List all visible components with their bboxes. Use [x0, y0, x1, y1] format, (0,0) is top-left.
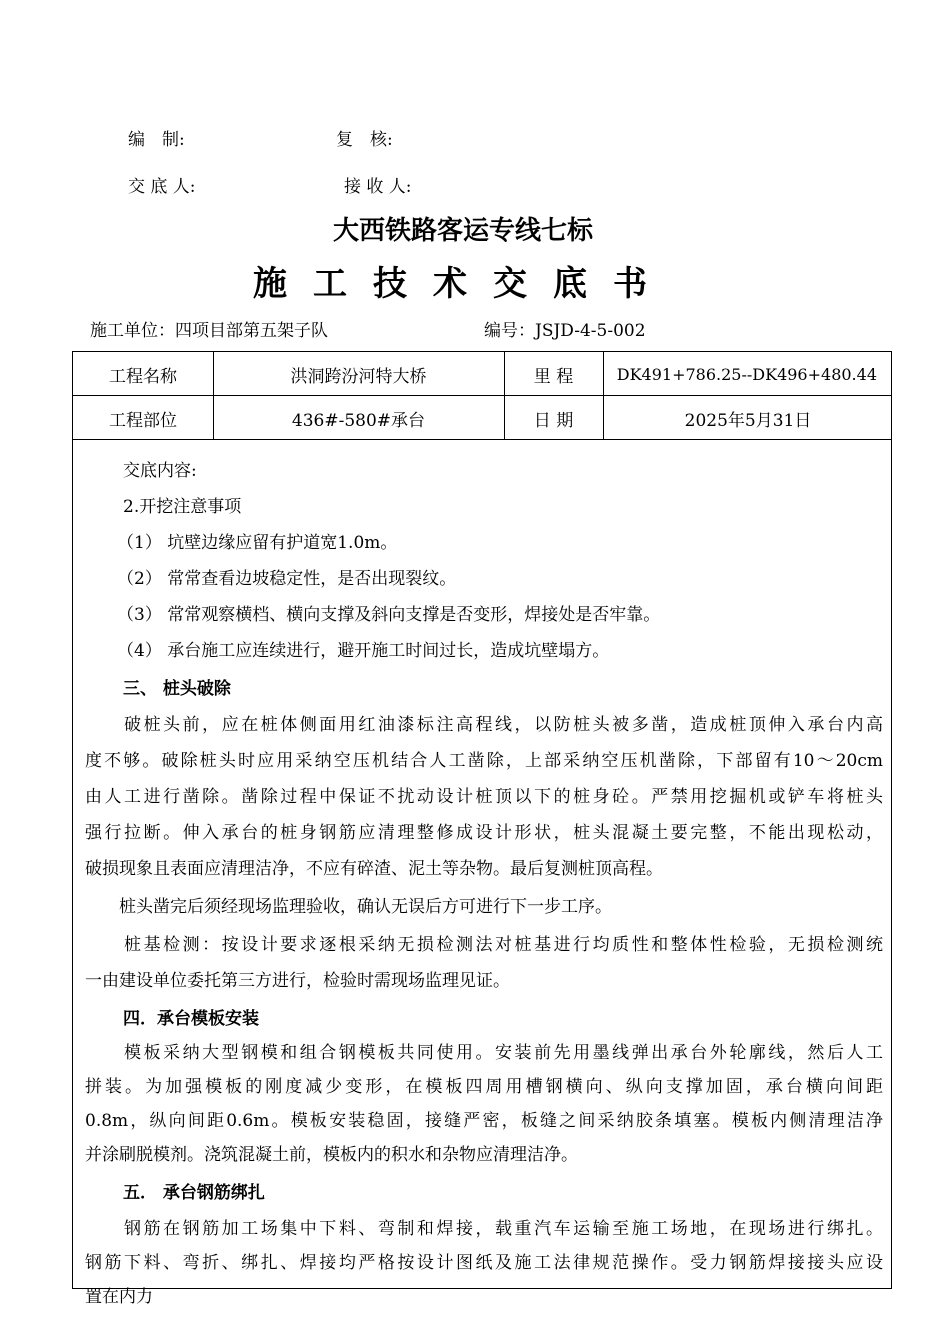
location-label: 工程部位 [109, 410, 177, 431]
document-code: 编号：JSJD-4-5-002 [484, 321, 646, 341]
section-2-title: 2.开挖注意事项 [123, 497, 242, 517]
list-item: （1） 坑壁边缘应留有护道宽1.0m。 [117, 533, 398, 553]
paragraph-line: 一由建设单位委托第三方进行，检验时需现场监理见证。 [85, 971, 510, 991]
paragraph-line: 钢筋下料、弯折、绑扎、焊接均严格按设计图纸及施工法律规范操作。受力钢筋焊接接头应设 [85, 1253, 883, 1273]
list-item: （3） 常常观察横档、横向支撑及斜向支撑是否变形，焊接处是否牢靠。 [117, 605, 661, 625]
mileage-label: 里 程 [533, 366, 574, 387]
project-name-label: 工程名称 [109, 366, 177, 387]
paragraph-line: 拼装。为加强模板的刚度减少变形，在模板四周用槽钢横向、纵向支撑加固，承台横向间距 [85, 1077, 883, 1097]
paragraph-line: 模板采纳大型钢模和组合钢模板共同使用。安装前先用墨线弹出承台外轮廓线，然后人工 [85, 1043, 883, 1063]
section-5-title: 五． 承台钢筋绑扎 [123, 1183, 265, 1203]
paragraph-line: 桩头凿完后须经现场监理验收，确认无误后方可进行下一步工序。 [85, 897, 612, 917]
project-name-value: 洪洞跨汾河特大桥 [290, 366, 427, 387]
paragraph-line: 钢筋在钢筋加工场集中下料、弯制和焊接，载重汽车运输至施工场地，在现场进行绑扎。 [85, 1219, 883, 1239]
list-item: （4） 承台施工应连续进行，避开施工时间过长，造成坑壁塌方。 [117, 641, 610, 661]
paragraph-line: 破损现象且表面应清理洁净，不应有碎渣、泥土等杂物。最后复测桩顶高程。 [85, 859, 663, 879]
date-value: 2025年5月31日 [684, 410, 812, 431]
paragraph-line: 度不够。破除桩头时应用采纳空压机结合人工凿除，上部采纳空压机凿除，下部留有10～20cm [85, 751, 883, 771]
paragraph-line: 置在内力 [85, 1287, 153, 1307]
paragraph-line: 桩基检测：按设计要求逐根采纳无损检测法对桩基进行均质性和整体性检验，无损检测统 [85, 935, 883, 955]
paragraph-line: 0.8m，纵向间距0.6m。模板安装稳固，接缝严密，板缝之间采纳胶条填塞。模板内侧清理洁净 [85, 1111, 883, 1131]
paragraph-line: 并涂刷脱模剂。浇筑混凝土前，模板内的积水和杂物应清理洁净。 [85, 1145, 578, 1165]
document-title-line2: 施工技术交底书 [253, 264, 673, 304]
content-intro: 交底内容: [123, 461, 197, 481]
document-title-line1: 大西铁路客运专线七标 [332, 216, 593, 246]
paragraph-line: 破桩头前，应在桩体侧面用红油漆标注高程线，以防桩头被多凿，造成桩顶伸入承台内高 [85, 715, 883, 735]
disclosure-form [72, 351, 892, 1307]
construction-unit: 施工单位：四项目部第五架子队 [90, 321, 328, 341]
location-value: 436#-580#承台 [291, 410, 426, 431]
section-3-title: 三、 桩头破除 [123, 679, 231, 699]
date-label: 日 期 [533, 410, 574, 431]
list-item: （2） 常常查看边坡稳定性，是否出现裂纹。 [117, 569, 457, 589]
compiler-label: 编 制: [128, 130, 185, 150]
paragraph-line: 强行拉断。伸入承台的桩身钢筋应清理整修成设计形状，桩头混凝土要完整，不能出现松动， [85, 823, 883, 843]
mileage-value: DK491+786.25--DK496+480.44 [616, 364, 877, 384]
receiver-label: 接 收 人: [344, 177, 412, 197]
discloser-label: 交 底 人: [128, 177, 196, 197]
reviewer-label: 复 核: [336, 130, 393, 150]
paragraph-line: 由人工进行凿除。凿除过程中保证不扰动设计桩顶以下的桩身砼。严禁用挖掘机或铲车将桩头 [85, 787, 883, 807]
section-4-title: 四．承台模板安装 [123, 1009, 259, 1029]
